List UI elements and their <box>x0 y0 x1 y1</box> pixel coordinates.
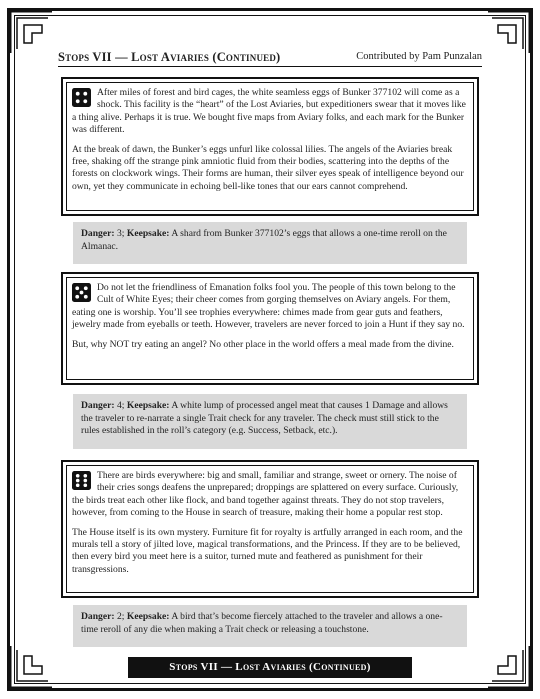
header-divider <box>58 66 482 67</box>
keepsake-text: A bird that’s become fiercely attached to the traveler and allows a one-time reroll of any die when making a Trait check or releasing a touchstone. <box>81 611 443 635</box>
paragraph: At the break of dawn, the Bunker’s eggs unfurl like colossal lilies. The angels of the Aviaries break free, shaking off the strange pink amniotic fluid from their bodies, scattering into the depths of the forests on clockwork wings. Their forms are human, their silver eyes speak of intelligence beyond our own, yet they communicate in echoing bell-like tones that our ears cannot comprehend. <box>72 143 464 192</box>
stop-card-3 <box>61 460 479 598</box>
paragraph: Do not let the friendliness of Emanation folks fool you. The people of this town belong to the Cult of White Eyes; their cheer comes from gorging themselves on Aviary angels. For them, eating one is worship. You’ll see trophies everywhere: chimes made from gear guts and feathers, jewelry made from eyeballs or teeth. However, travelers are never forced to join a Hunt if they say no. <box>72 282 465 331</box>
die-five-icon <box>72 283 91 302</box>
page-title: Stops VII — Lost Aviaries (Continued) <box>58 50 281 64</box>
footer-title: Stops VII — Lost Aviaries (Continued) <box>169 661 371 673</box>
stop-card-2 <box>61 272 479 385</box>
paragraph: After miles of forest and bird cages, the white seamless eggs of Bunker 377102 will come as a shock. This facility is the “heart” of the Lost Aviaries, but expeditioners swear that it moves like a thing alive. Perhaps it is true. We bought five maps from Aviary folks, and each mark for the Bunker was different. <box>72 87 466 136</box>
keepsake-text: A shard from Bunker 377102’s eggs that allows a one-time reroll on the Almanac. <box>81 228 447 252</box>
die-six-icon <box>72 471 91 490</box>
danger-label: Danger: <box>81 228 115 239</box>
corner-ornament-bottom-right <box>486 644 532 690</box>
danger-keepsake-box-3 <box>73 605 467 647</box>
keepsake-label: Keepsake: <box>126 611 170 622</box>
paragraph: There are birds everywhere: big and small, familiar and strange, sweet or ornery. The noise of their cries songs deafens the unprepared; droppings are splattered on every surface. Curiously, the birds treat each other like flock, and band together against threats. They do not stop travelers, however, from coming to the House in search of treasure, making their home a popular rest stop. <box>72 470 459 519</box>
stop-card-1 <box>61 77 479 216</box>
paragraph: The House itself is its own mystery. Furniture fit for royalty is artfully arranged in each room, and the murals tell a story of jilted love, magical transformations, and the Princess. If they are to be believed, then every bird you meet here is a suitor, turned mute and feathered as punishment for their transgressions. <box>72 526 463 575</box>
danger-label: Danger: <box>81 400 115 411</box>
keepsake-label: Keepsake: <box>126 400 170 411</box>
stop-card-text <box>72 282 468 358</box>
die-four-icon <box>72 88 91 107</box>
keepsake-text: A white lump of processed angel meat that causes 1 Damage and allows the traveler to re-narrate a single Trait check for any traveler. The check must still stick to the rules established in the roll’s category (e.g. Success, Setback, etc.). <box>81 400 448 437</box>
stop-card-text <box>72 87 468 200</box>
footer-banner <box>128 657 412 678</box>
danger-value: 3; <box>116 228 125 239</box>
contributor-credit: Contributed by Pam Punzalan <box>356 51 482 62</box>
danger-value: 2; <box>116 611 125 622</box>
danger-label: Danger: <box>81 611 115 622</box>
corner-ornament-top-left <box>8 9 54 55</box>
danger-keepsake-box-1 <box>73 222 467 264</box>
danger-value: 4; <box>116 400 125 411</box>
corner-ornament-bottom-left <box>8 644 54 690</box>
corner-ornament-top-right <box>486 9 532 55</box>
stop-card-text <box>72 470 468 583</box>
danger-keepsake-box-2 <box>73 394 467 449</box>
keepsake-label: Keepsake: <box>126 228 170 239</box>
paragraph: But, why NOT try eating an angel? No other place in the world offers a meal made from the divine. <box>72 338 454 350</box>
